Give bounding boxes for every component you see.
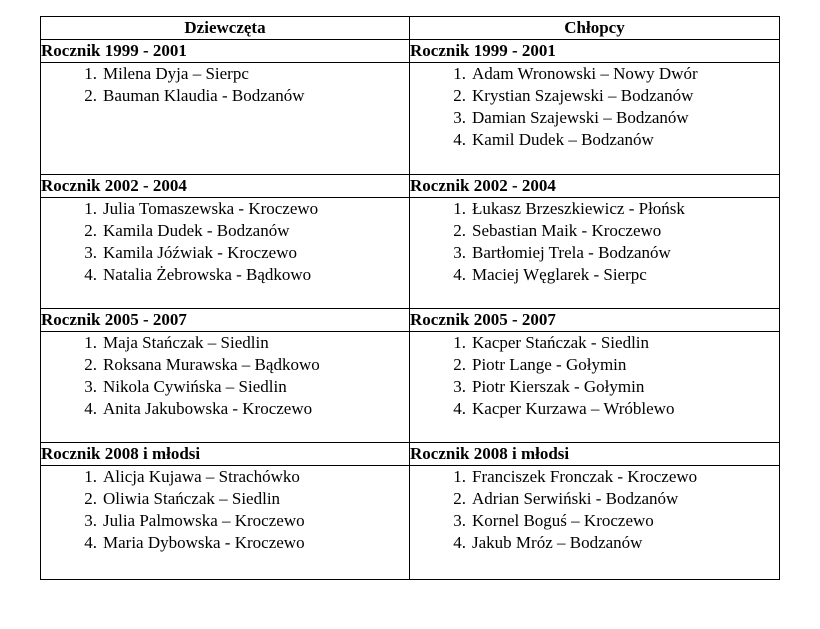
participant-name: Julia Tomaszewska - Kroczewo (103, 199, 319, 218)
participant-name: Bartłomiej Trela - Bodzanów (472, 243, 671, 262)
participant-name: Sebastian Maik - Kroczewo (472, 221, 662, 240)
list-number: 1. (453, 199, 466, 218)
list-number: 4. (453, 265, 466, 284)
boys-names-cell (410, 466, 780, 580)
participant-name: Franciszek Fronczak - Kroczewo (472, 467, 698, 486)
boys-category-title: Rocznik 2002 - 2004 (410, 175, 780, 198)
list-item (410, 510, 779, 532)
list-item (410, 264, 779, 286)
boys-list (410, 63, 779, 151)
participant-name: Kamil Dudek – Bodzanów (472, 130, 654, 149)
participant-name: Anita Jakubowska - Kroczewo (103, 399, 313, 418)
girls-category-title: Rocznik 2005 - 2007 (41, 309, 410, 332)
list-item (410, 488, 779, 510)
participant-name: Piotr Lange - Gołymin (472, 355, 627, 374)
results-table (40, 16, 780, 580)
list-item (410, 242, 779, 264)
list-item (41, 398, 409, 420)
list-number: 3. (453, 243, 466, 262)
list-item (41, 85, 409, 107)
girls-category-title: Rocznik 1999 - 2001 (41, 40, 410, 63)
list-item (410, 398, 779, 420)
list-item (410, 532, 779, 554)
participant-name: Milena Dyja – Sierpc (103, 64, 249, 83)
list-item (410, 466, 779, 488)
participant-name: Bauman Klaudia - Bodzanów (103, 86, 305, 105)
participant-name: Alicja Kujawa – Strachówko (103, 467, 300, 486)
participant-name: Roksana Murawska – Bądkowo (103, 355, 320, 374)
girls-list (41, 198, 409, 286)
participant-name: Damian Szajewski – Bodzanów (472, 108, 689, 127)
header-girls: Dziewczęta (41, 17, 410, 40)
boys-list (410, 466, 779, 554)
list-item (410, 332, 779, 354)
participant-name: Nikola Cywińska – Siedlin (103, 377, 287, 396)
girls-category-title: Rocznik 2002 - 2004 (41, 175, 410, 198)
category-row (41, 309, 780, 332)
participant-name: Kornel Boguś – Kroczewo (472, 511, 654, 530)
list-item (41, 220, 409, 242)
list-item (410, 63, 779, 85)
boys-category-title: Rocznik 2008 i młodsi (410, 443, 780, 466)
names-row (41, 198, 780, 309)
list-item (41, 63, 409, 85)
list-number: 4. (84, 533, 97, 552)
header-boys: Chłopcy (410, 17, 780, 40)
header-row (41, 17, 780, 40)
boys-category-title: Rocznik 1999 - 2001 (410, 40, 780, 63)
list-number: 2. (453, 489, 466, 508)
names-row (41, 63, 780, 175)
participant-name: Maria Dybowska - Kroczewo (103, 533, 305, 552)
list-number: 2. (453, 221, 466, 240)
participant-name: Maciej Węglarek - Sierpc (472, 265, 647, 284)
participant-name: Krystian Szajewski – Bodzanów (472, 86, 694, 105)
list-number: 3. (84, 243, 97, 262)
list-number: 3. (453, 377, 466, 396)
participant-name: Kacper Stańczak - Siedlin (472, 333, 650, 352)
category-row (41, 175, 780, 198)
boys-list (410, 332, 779, 420)
participant-name: Kamila Jóźwiak - Kroczewo (103, 243, 298, 262)
list-item (410, 220, 779, 242)
list-item (41, 198, 409, 220)
girls-category-title: Rocznik 2008 i młodsi (41, 443, 410, 466)
names-row (41, 332, 780, 443)
boys-list (410, 198, 779, 286)
girls-names-cell (41, 466, 410, 580)
boys-category-title: Rocznik 2005 - 2007 (410, 309, 780, 332)
list-number: 2. (84, 86, 97, 105)
list-number: 2. (453, 86, 466, 105)
participant-name: Kacper Kurzawa – Wróblewo (472, 399, 675, 418)
list-item (41, 332, 409, 354)
list-number: 4. (453, 533, 466, 552)
participant-name: Natalia Żebrowska - Bądkowo (103, 265, 312, 284)
list-number: 3. (453, 108, 466, 127)
list-item (410, 354, 779, 376)
list-number: 4. (453, 130, 466, 149)
list-item (41, 466, 409, 488)
category-row (41, 40, 780, 63)
girls-names-cell (41, 198, 410, 309)
category-row (41, 443, 780, 466)
participant-name: Łukasz Brzeszkiewicz - Płońsk (472, 199, 685, 218)
list-item (410, 107, 779, 129)
list-number: 1. (453, 64, 466, 83)
list-number: 4. (84, 265, 97, 284)
list-item (41, 264, 409, 286)
list-item (41, 532, 409, 554)
list-number: 2. (84, 355, 97, 374)
list-number: 3. (84, 511, 97, 530)
list-number: 2. (453, 355, 466, 374)
girls-list (41, 466, 409, 554)
list-number: 4. (453, 399, 466, 418)
list-item (41, 488, 409, 510)
list-number: 1. (84, 467, 97, 486)
list-number: 1. (453, 333, 466, 352)
participant-name: Julia Palmowska – Kroczewo (103, 511, 305, 530)
participant-name: Piotr Kierszak - Gołymin (472, 377, 645, 396)
list-number: 3. (453, 511, 466, 530)
list-item (41, 510, 409, 532)
girls-names-cell (41, 63, 410, 175)
participant-name: Maja Stańczak – Siedlin (103, 333, 269, 352)
boys-names-cell (410, 63, 780, 175)
participant-name: Jakub Mróz – Bodzanów (472, 533, 643, 552)
list-number: 1. (84, 199, 97, 218)
list-number: 1. (84, 64, 97, 83)
list-item (41, 376, 409, 398)
list-item (410, 198, 779, 220)
girls-names-cell (41, 332, 410, 443)
participant-name: Adrian Serwiński - Bodzanów (472, 489, 679, 508)
girls-list (41, 63, 409, 107)
boys-names-cell (410, 198, 780, 309)
participant-name: Adam Wronowski – Nowy Dwór (472, 64, 698, 83)
participant-name: Kamila Dudek - Bodzanów (103, 221, 290, 240)
list-item (41, 242, 409, 264)
list-number: 2. (84, 489, 97, 508)
list-number: 2. (84, 221, 97, 240)
list-number: 1. (453, 467, 466, 486)
names-row (41, 466, 780, 580)
list-item (41, 354, 409, 376)
girls-list (41, 332, 409, 420)
list-number: 4. (84, 399, 97, 418)
list-item (410, 129, 779, 151)
list-item (410, 376, 779, 398)
participant-name: Oliwia Stańczak – Siedlin (103, 489, 281, 508)
list-item (410, 85, 779, 107)
boys-names-cell (410, 332, 780, 443)
list-number: 3. (84, 377, 97, 396)
list-number: 1. (84, 333, 97, 352)
